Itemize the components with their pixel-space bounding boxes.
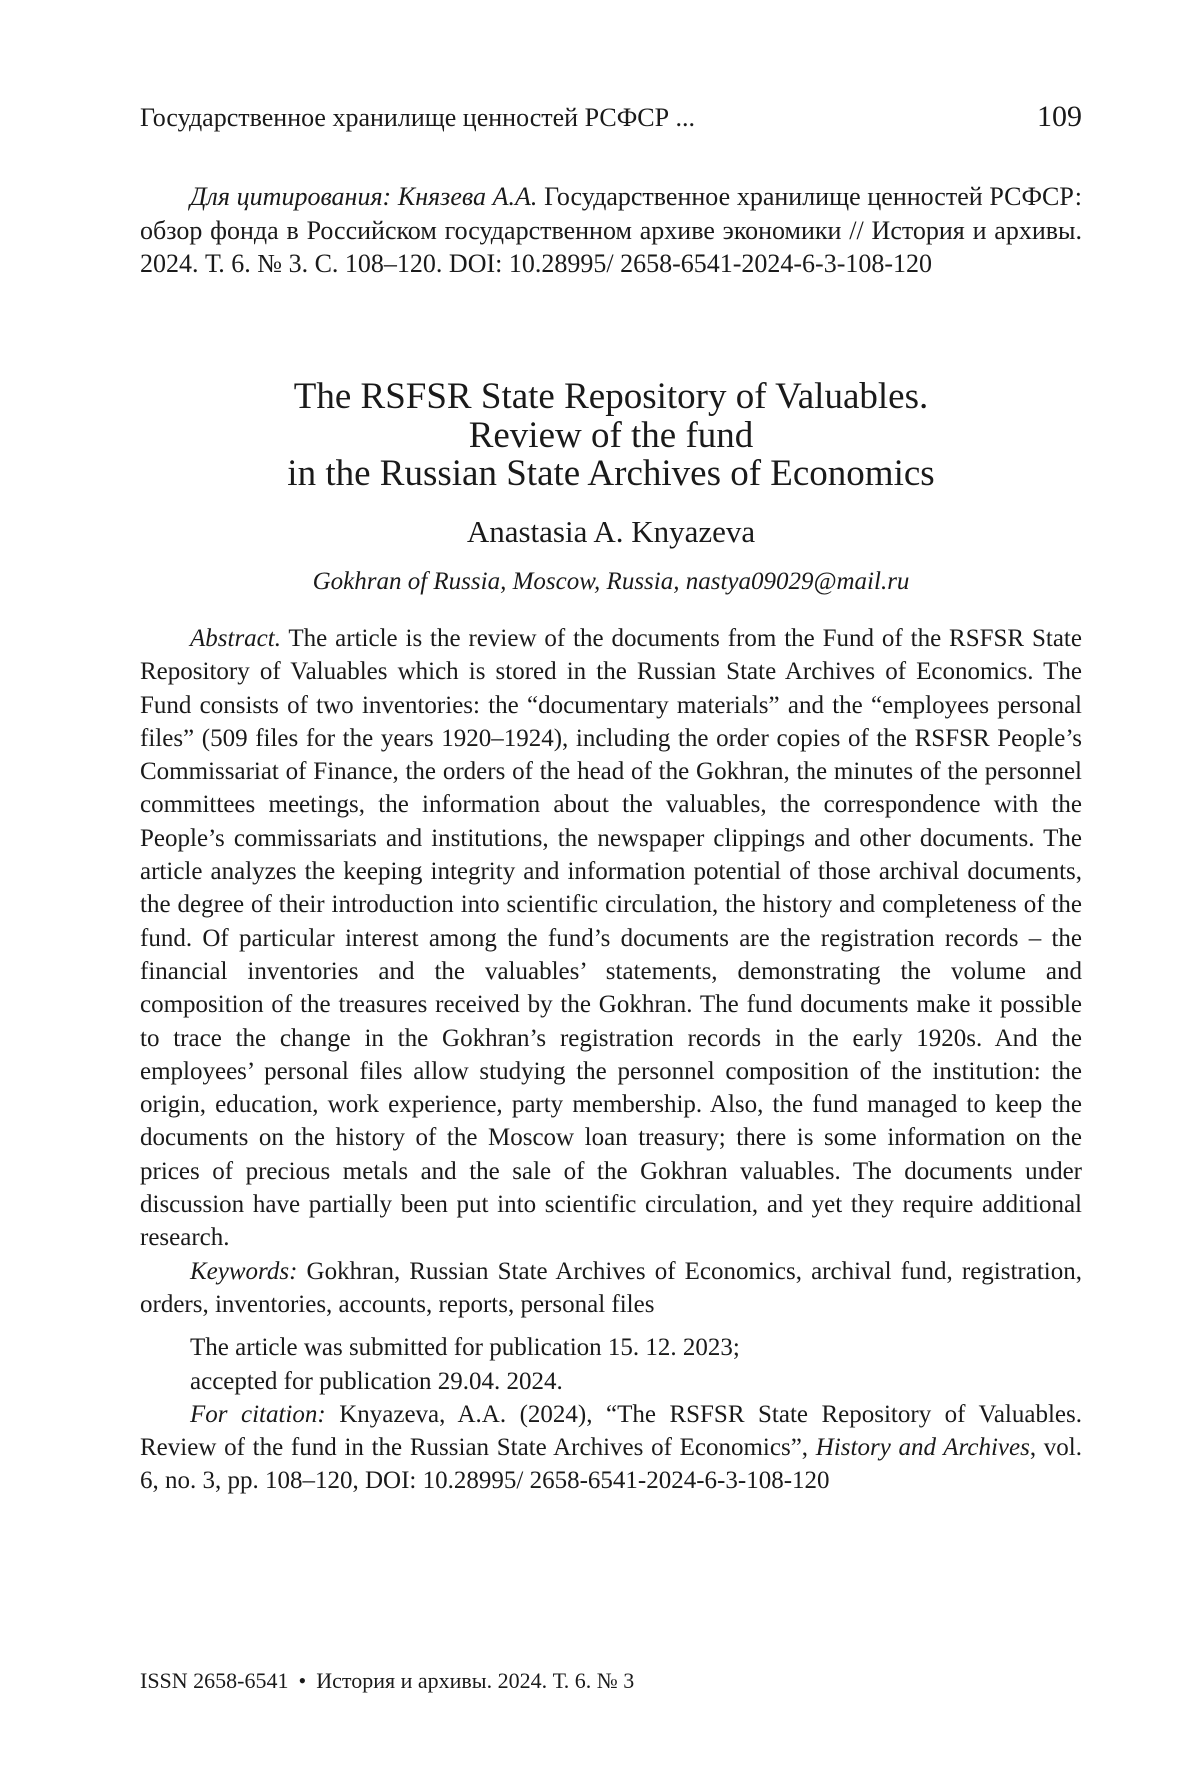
english-citation-text: Knyazeva, A.A. (2024), “The RSFSR State Repository of Valuables. Review of the fund in the Russian State Archives of Economics”, xyxy=(140,1400,1082,1462)
russian-citation-text: Государственное хранилище ценностей РСФСР: обзор фонда в Российском государственном архиве экономики // История и архивы. 2024. Т. 6. № 3. С. 108–120. DOI: 10.28995/ 2658-6541-2024-6-3-108-120 xyxy=(140,182,1083,278)
acceptance-date: accepted for publication 29.04. 2024. xyxy=(190,1367,563,1395)
article-front-matter xyxy=(140,622,1082,1498)
article-title-line: The RSFSR State Repository of Valuables. xyxy=(293,376,929,417)
running-header-title: Государственное хранилище ценностей РСФСР ... xyxy=(140,103,696,132)
footer-journal-info: История и архивы. 2024. Т. 6. № 3 xyxy=(316,1668,635,1693)
article-title-line: in the Russian State Archives of Economics xyxy=(287,453,935,494)
running-header xyxy=(140,100,1082,135)
footer-separator: • xyxy=(298,1668,307,1693)
spacer xyxy=(140,1321,1082,1331)
english-citation-label: For citation: xyxy=(190,1400,326,1428)
english-citation-details: , vol. 6, no. 3, pp. 108–120, DOI: 10.28995/ 2658-6541-2024-6-3-108-120 xyxy=(140,1434,1082,1495)
article-title-line: Review of the fund xyxy=(468,414,754,456)
journal-page xyxy=(140,0,1082,1780)
author-name: Anastasia A. Knyazeva xyxy=(466,514,756,549)
submission-date: The article was submitted for publication 15. 12. 2023; xyxy=(190,1334,740,1362)
abstract-label: Abstract. xyxy=(190,625,281,652)
english-citation xyxy=(140,1398,1082,1498)
abstract-paragraph xyxy=(140,622,1082,1255)
page-number: 109 xyxy=(1037,100,1082,133)
russian-citation-label: Для цитирования: xyxy=(190,182,392,211)
keywords-label: Keywords: xyxy=(190,1257,298,1285)
keywords-paragraph xyxy=(140,1255,1082,1322)
article-title xyxy=(140,378,1082,494)
russian-citation xyxy=(140,180,1082,281)
author-affiliation: Gokhran of Russia, Moscow, Russia, nastya09029@mail.ru xyxy=(312,568,910,595)
keywords-text: Gokhran, Russian State Archives of Economics, archival fund, registration, orders, inventories, accounts, reports, personal files xyxy=(140,1257,1082,1318)
page-footer xyxy=(140,1666,1082,1696)
russian-citation-author: Князева А.А. xyxy=(397,182,538,211)
footer-issn: ISSN 2658-6541 xyxy=(140,1668,289,1693)
abstract-text: The article is the review of the documents from the Fund of the RSFSR State Repository of Valuables which is stored in the Russian State Archives of Economics. The Fund consists of two inventories: the “documentary materials” and the “employees personal files” (509 files for the years 1920–1924), including the order copies of the RSFSR People’s Commissariat of Finance, the orders of the head of the Gokhran, the minutes of the personnel committees meetings, the information about the valuables, the correspondence with the People’s commissariats and institutions, the newspaper clippings and other documents. The article analyzes the keeping integrity and information potential of those archival documents, the degree of their introduction into scientific circulation, the history and completeness of the fund. Of particular interest among the fund’s documents are the registration records – the financial inventories and the valuables’ statements, demonstrating the volume and composition of the treasures received by the Gokhran. The fund documents make it possible to trace the change in the Gokhran’s registration records in the early 1920s. And the employees’ personal files allow studying the personnel composition of the institution: the origin, education, work experience, party membership. Also, the fund managed to keep the documents on the history of the Moscow loan treasury; there is some information on the prices of precious metals and the sale of the Gokhran valuables. The documents under discussion have partially been put into scientific circulation, and yet they require additional research. xyxy=(140,625,1082,1252)
english-citation-journal: History and Archives xyxy=(815,1434,1030,1462)
